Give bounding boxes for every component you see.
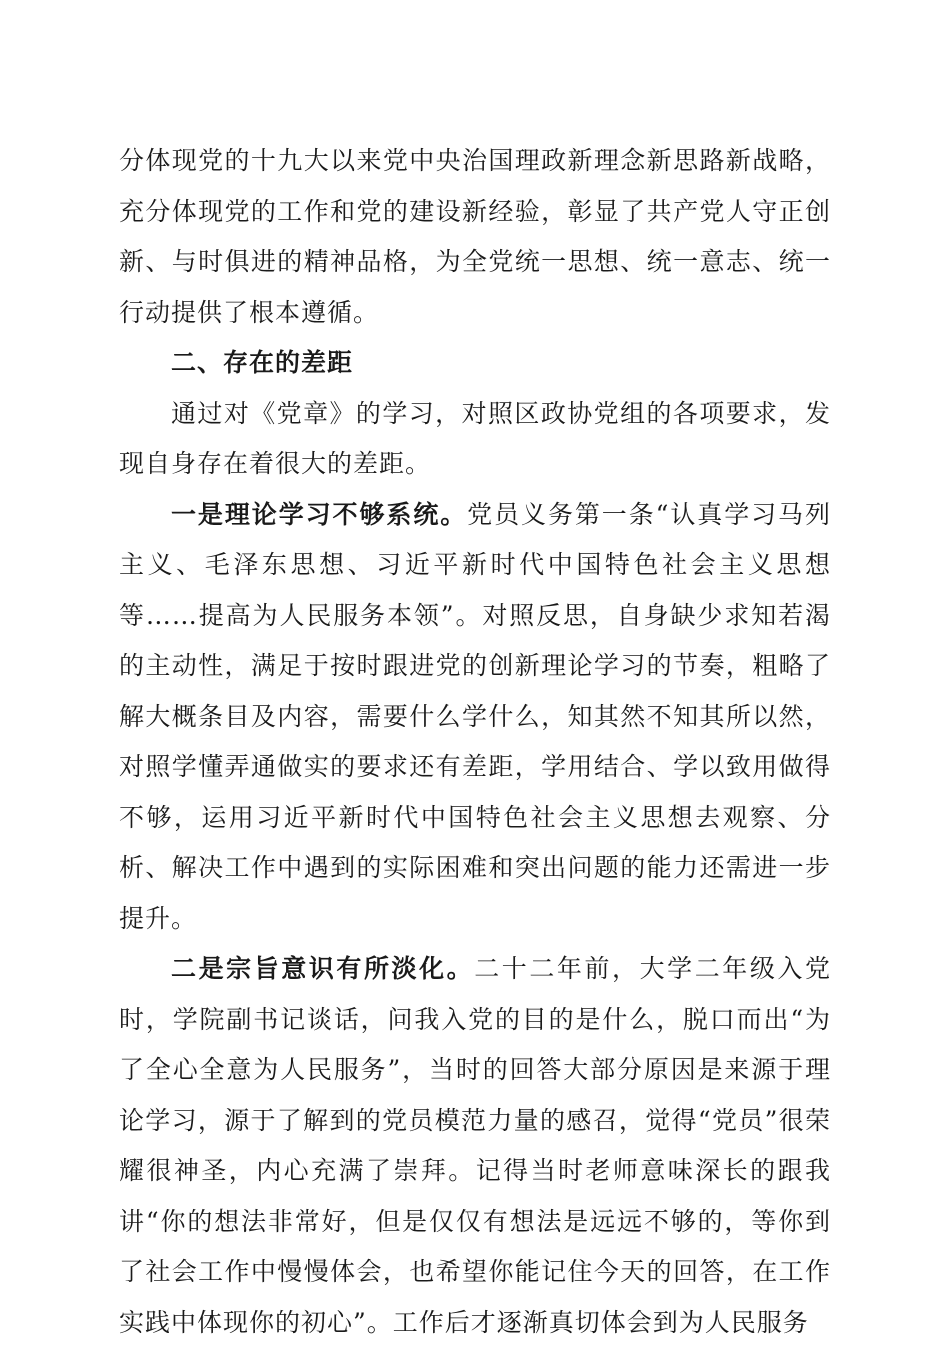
paragraph-text: 分体现党的十九大以来党中央治国理政新理念新思路新战略，充分体现党的工作和党的建设新经验，彰显了共产党人守正创新、与时俱进的精神品格，为全党统一思想、统一意志、统一行动提供了根本遵循。 — [119, 146, 831, 327]
section-heading-text: 二、存在的差距 — [171, 348, 354, 377]
paragraph-text: 通过对《党章》的学习，对照区政协党组的各项要求，发现自身存在着很大的差距。 — [119, 398, 831, 478]
paragraph-intro — [119, 389, 831, 490]
paragraph-continuation — [119, 136, 831, 338]
paragraph-point-one — [119, 490, 831, 945]
section-heading — [119, 338, 831, 389]
paragraph-text: 二十二年前，大学二年级入党时，学院副书记谈话，问我入党的目的是什么，脱口而出“为了全心全意为人民服务”，当时的回答大部分原因是来源于理论学习，源于了解到的党员模范力量的感召，觉得“党员”很荣耀很神圣，内心充满了崇拜。记得当时老师意味深长的跟我讲“你的想法非常好，但是仅仅有想法是远远不够的，等你到了社会工作中慢慢体会，也希望你能记住今天的回答，在工作实践中体现你的初心”。工作后才逐渐真切体会到为人民服务 — [119, 954, 831, 1337]
point-lead: 一是理论学习不够系统。 — [171, 499, 468, 529]
body-text — [119, 136, 831, 1348]
paragraph-point-two — [119, 944, 831, 1348]
point-lead: 二是宗旨意识有所淡化。 — [171, 954, 475, 983]
paragraph-text: 党员义务第一条“认真学习马列主义、毛泽东思想、习近平新时代中国特色社会主义思想等……提高为人民服务本领”。对照反思，自身缺少求知若渴的主动性，满足于按时跟进党的创新理论学习的节奏，粗略了解大概条目及内容，需要什么学什么，知其然不知其所以然，对照学懂弄通做实的要求还有差距，学用结合、学以致用做得不够，运用习近平新时代中国特色社会主义思想去观察、分析、解决工作中遇到的实际困难和突出问题的能力还需进一步提升。 — [119, 499, 831, 933]
